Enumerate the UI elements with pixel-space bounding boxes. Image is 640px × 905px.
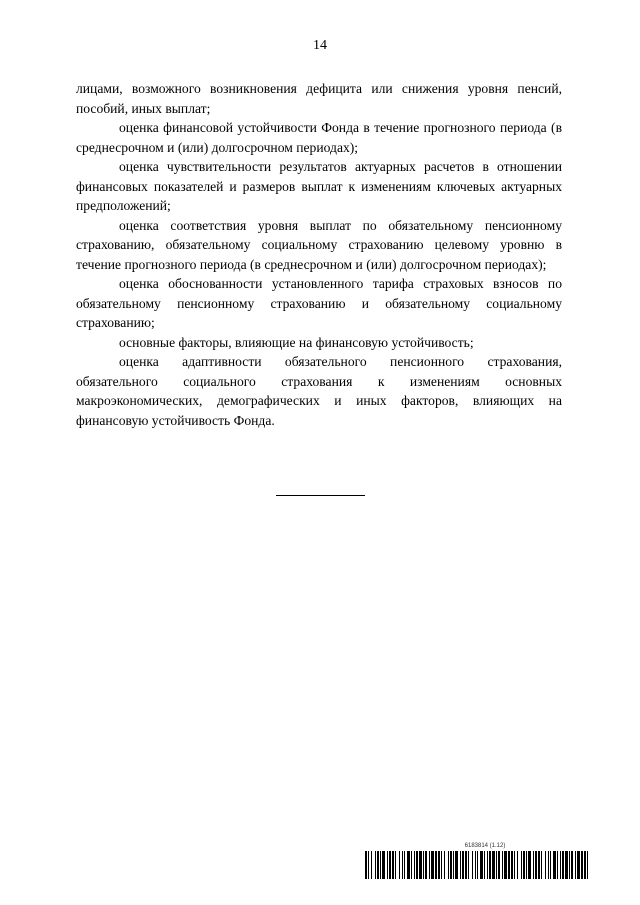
paragraph-adaptivity: оценка адаптивности обязательного пенсионного страхования, обязательного социального страхования к изменениям основных макроэкономических, демографических и иных факторов, влияющих на финансовую устойчивость Фонда. xyxy=(76,354,562,428)
closing-divider xyxy=(276,495,365,496)
barcode xyxy=(365,851,589,879)
paragraph-continuation: лицами, возможного возникновения дефицита или снижения уровня пенсий, пособий, иных выплат; xyxy=(76,81,562,116)
paragraph-payment-level: оценка соответствия уровня выплат по обязательному пенсионному страхованию, обязательному социальному страхованию целевому уровню в течение прогнозного периода (в среднесрочном и (или) долгосрочном периодах); xyxy=(76,217,562,272)
paragraph-sensitivity: оценка чувствительности результатов актуарных расчетов в отношении финансовых показателей и размеров выплат к изменениям ключевых актуарных предположений; xyxy=(76,159,562,213)
paragraph-tariff: оценка обоснованности установленного тарифа страховых взносов по обязательному пенсионному страхованию и обязательному социальному страхованию; xyxy=(76,276,562,330)
paragraph-financial-stability: оценка финансовой устойчивости Фонда в течение прогнозного периода (в среднесрочном и (или) долгосрочном периодах); xyxy=(76,120,562,155)
paragraph-main-factors: основные факторы, влияющие на финансовую устойчивость; xyxy=(119,334,474,350)
page-number: 14 xyxy=(313,38,327,53)
body-text xyxy=(76,79,562,430)
document-code: 6183814 (1.12) xyxy=(464,843,506,849)
